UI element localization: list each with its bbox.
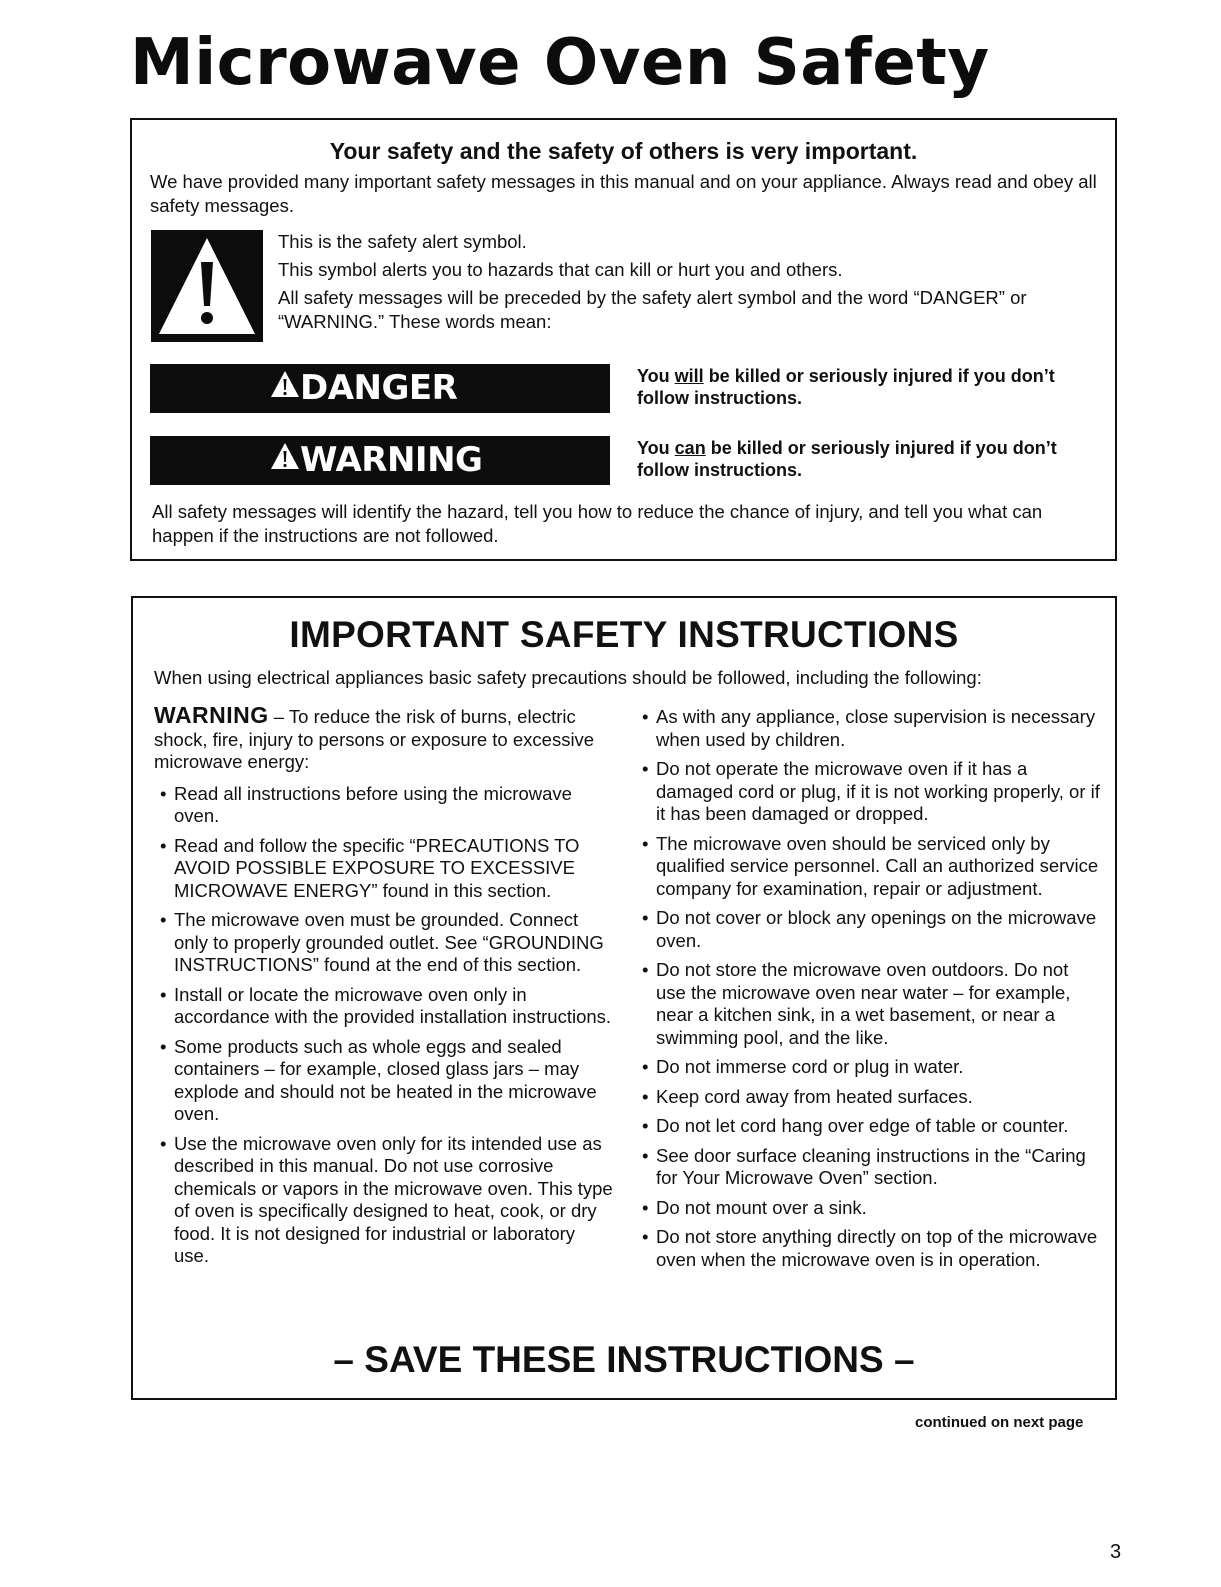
instructions-right-column xyxy=(636,706,1101,1278)
list-item-text: Read and follow the specific “PRECAUTIONS TO AVOID POSSIBLE EXPOSURE TO EXCESSIVE MICROWAVE ENERGY” found in this section. xyxy=(174,834,580,901)
left-instructions-list xyxy=(154,783,614,1268)
list-item-text: Do not mount over a sink. xyxy=(656,1196,867,1218)
list-item-text: Install or locate the microwave oven only in accordance with the provided installation instructions. xyxy=(174,983,612,1027)
danger-text-before: You xyxy=(637,366,675,386)
list-item-text: As with any appliance, close supervision is necessary when used by children. xyxy=(656,706,1096,750)
warning-paragraph-text: – To reduce the risk of burns, electric shock, fire, injury to persons or exposure to excessive microwave energy: xyxy=(154,706,595,772)
bullet: • xyxy=(642,1226,649,1247)
list-item xyxy=(636,1145,1101,1190)
continued-note: continued on next page xyxy=(915,1414,1084,1431)
instructions-intro: When using electrical appliances basic safety precautions should be followed, including the following: xyxy=(154,667,982,688)
list-item-text: Do not store the microwave oven outdoors. Do not use the microwave oven near water – for example, near a kitchen sink, in a wet basement, or near a swimming pool, and the like. xyxy=(656,959,1071,1048)
list-item-text: Do not immerse cord or plug in water. xyxy=(656,1056,964,1077)
list-item xyxy=(636,907,1101,952)
important-instructions-box xyxy=(131,596,1117,1400)
bullet: • xyxy=(642,1144,649,1166)
list-item-text: Use the microwave oven only for its intended use as described in this manual. Do not use corrosive chemicals or vapors in the microwave oven. This type of oven is specifically designed to heat, cook, or dry food. It is not designed for industrial or laboratory use. xyxy=(174,1132,613,1266)
warning-label: WARNING xyxy=(300,440,483,480)
bullet: • xyxy=(160,1035,167,1057)
bullet: • xyxy=(160,909,167,930)
instructions-heading: IMPORTANT SAFETY INSTRUCTIONS xyxy=(289,614,959,655)
list-item xyxy=(154,835,614,903)
list-item-text: See door surface cleaning instructions in the “Caring for Your Microwave Oven” section. xyxy=(656,1144,1086,1188)
list-item xyxy=(636,1226,1101,1271)
list-item xyxy=(636,959,1101,1049)
bullet: • xyxy=(160,1132,167,1154)
danger-text-after: be killed or seriously injured if you don’t follow instructions. xyxy=(637,366,1055,408)
right-instructions-list xyxy=(636,706,1101,1271)
danger-emphasis: will xyxy=(674,366,704,386)
bullet: • xyxy=(642,907,649,928)
warning-signal-bar xyxy=(150,436,610,485)
bullet: • xyxy=(642,1196,649,1218)
warning-emphasis: can xyxy=(674,438,706,458)
list-item-text: Do not store anything directly on top of the microwave oven when the microwave oven is in operation. xyxy=(656,1226,1098,1270)
list-item-text: Do not let cord hang over edge of table or counter. xyxy=(656,1115,1069,1136)
list-item-text: The microwave oven must be grounded. Connect only to properly grounded outlet. See “GROUNDING INSTRUCTIONS” found at the end of this section. xyxy=(174,909,604,975)
bullet: • xyxy=(642,1056,649,1077)
list-item xyxy=(154,984,614,1029)
list-item-text: Keep cord away from heated surfaces. xyxy=(656,1085,973,1107)
warning-paragraph xyxy=(154,704,614,774)
instructions-left-column xyxy=(154,704,614,1275)
warning-text-before: You xyxy=(637,438,675,458)
list-item xyxy=(636,1115,1101,1138)
warning-alert-icon xyxy=(270,441,300,471)
bullet: • xyxy=(160,782,167,804)
safety-alert-icon xyxy=(151,230,263,342)
danger-signal-bar xyxy=(150,364,610,413)
list-item-text: Read all instructions before using the microwave oven. xyxy=(174,782,572,826)
bullet: • xyxy=(160,834,167,856)
danger-alert-icon xyxy=(270,369,300,399)
warning-label-wrap xyxy=(270,436,482,485)
list-item-text: Some products such as whole eggs and sealed containers – for example, closed glass jars – may explode and should not be heated in the microwave oven. xyxy=(174,1035,597,1124)
danger-meaning xyxy=(637,365,1107,409)
alert-preceded-line: All safety messages will be preceded by the safety alert symbol and the word “DANGER” or “WARNING.” These words mean: xyxy=(278,287,1027,332)
list-item-text: Do not cover or block any openings on the microwave oven. xyxy=(656,907,1097,951)
page-title: Microwave Oven Safety xyxy=(130,26,990,100)
list-item-text: Do not operate the microwave oven if it has a damaged cord or plug, if it is not working properly, or if it has been damaged or dropped. xyxy=(656,758,1100,824)
save-instructions-line: – SAVE THESE INSTRUCTIONS – xyxy=(333,1339,915,1380)
warning-meaning xyxy=(637,437,1107,481)
list-item xyxy=(154,783,614,828)
bullet: • xyxy=(642,758,649,779)
alert-symbol-line: This is the safety alert symbol. xyxy=(278,231,527,252)
safety-heading: Your safety and the safety of others is very important. xyxy=(329,138,918,164)
bullet: • xyxy=(642,1085,649,1107)
list-item xyxy=(636,758,1101,826)
list-item xyxy=(154,909,614,977)
danger-label: DANGER xyxy=(300,368,458,408)
page-number: 3 xyxy=(1110,1541,1122,1563)
list-item xyxy=(636,1197,1101,1220)
bullet: • xyxy=(642,1115,649,1136)
list-item xyxy=(154,1133,614,1268)
bullet: • xyxy=(642,706,649,727)
bullet: • xyxy=(642,832,649,854)
bullet: • xyxy=(160,983,167,1005)
danger-label-wrap xyxy=(270,364,457,413)
alert-hazard-line: This symbol alerts you to hazards that can kill or hurt you and others. xyxy=(278,259,843,280)
list-item xyxy=(636,1056,1101,1079)
warning-word: WARNING xyxy=(154,702,269,728)
warning-text-after: be killed or seriously injured if you don’t follow instructions. xyxy=(637,438,1057,480)
safety-footer-text: All safety messages will identify the hazard, tell you how to reduce the chance of injury, and tell you what can happen if the instructions are not followed. xyxy=(152,501,1043,546)
safety-intro-box xyxy=(130,118,1117,561)
list-item-text: The microwave oven should be serviced only by qualified service personnel. Call an authorized service company for examination, repair or adjustment. xyxy=(656,832,1099,899)
list-item xyxy=(154,1036,614,1126)
safety-intro-text: We have provided many important safety messages in this manual and on your appliance. Always read and obey all safety messages. xyxy=(150,171,1097,216)
bullet: • xyxy=(642,959,649,980)
list-item xyxy=(636,706,1101,751)
list-item xyxy=(636,1086,1101,1109)
list-item xyxy=(636,833,1101,901)
